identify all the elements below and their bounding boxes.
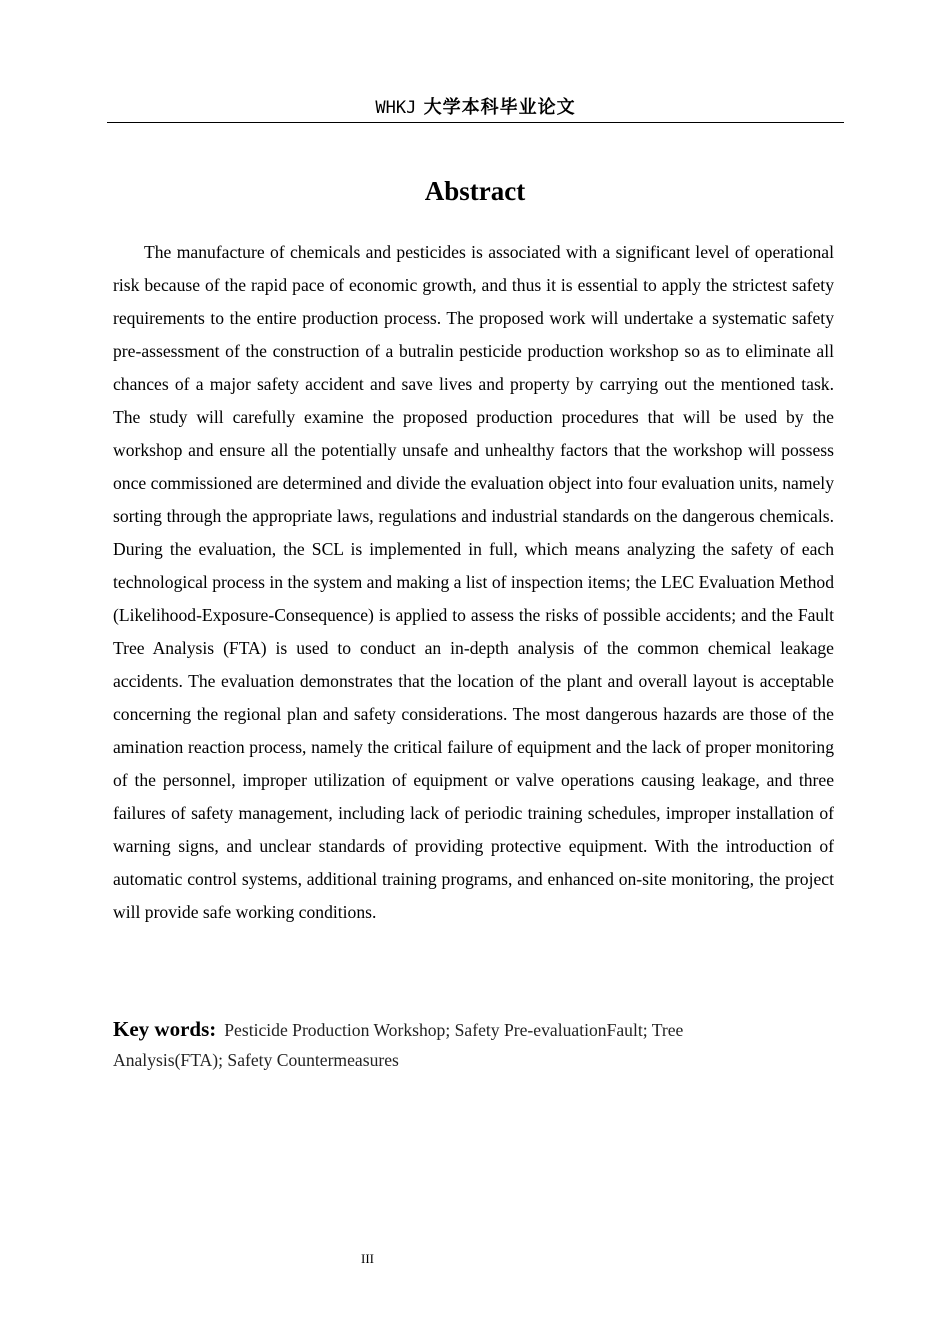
keywords-text: Pesticide Production Workshop; Safety Pre-evaluationFault; Tree Analysis(FTA); Safety Countermeasures (113, 1020, 684, 1070)
running-header (107, 94, 844, 123)
header-cjk: 大学本科毕业论文 (423, 97, 576, 118)
keywords-paragraph (113, 1014, 773, 1075)
header-latin: WHKJ (375, 98, 417, 118)
header-title (375, 94, 575, 122)
abstract-title: Abstract (424, 176, 526, 206)
page-number: III (361, 1251, 374, 1266)
abstract-body: The manufacture of chemicals and pesticides is associated with a significant level of operational risk because of the rapid pace of economic growth, and thus it is essential to apply the strictest safety requirements to the entire production process. The proposed work will undertake a systematic safety pre-assessment of the construction of a butralin pesticide production workshop so as to eliminate all chances of a major safety accident and save lives and property by carrying out the mentioned task. The study will carefully examine the proposed production procedures that will be used by the workshop and ensure all the potentially unsafe and unhealthy factors that the workshop will possess once commissioned are determined and divide the evaluation object into four evaluation units, namely sorting through the appropriate laws, regulations and industrial standards on the dangerous chemicals. During the evaluation, the SCL is implemented in full, which means analyzing the safety of each technological process in the system and making a list of inspection items; the LEC Evaluation Method (Likelihood-Exposure-Consequence) is applied to assess the risks of possible accidents; and the Fault Tree Analysis (FTA) is used to conduct an in-depth analysis of the common chemical leakage accidents. The evaluation demonstrates that the location of the plant and overall layout is acceptable concerning the regional plan and safety considerations. The most dangerous hazards are those of the amination reaction process, namely the critical failure of equipment and the lack of proper monitoring of the personnel, improper utilization of equipment or valve operations causing leakage, and three failures of safety management, including lack of periodic training schedules, improper installation of warning signs, and unclear standards of providing protective equipment. With the introduction of automatic control systems, additional training programs, and enhanced on-site monitoring, the project will provide safe working conditions. (113, 242, 834, 922)
keywords-label: Key words: (113, 1017, 217, 1041)
